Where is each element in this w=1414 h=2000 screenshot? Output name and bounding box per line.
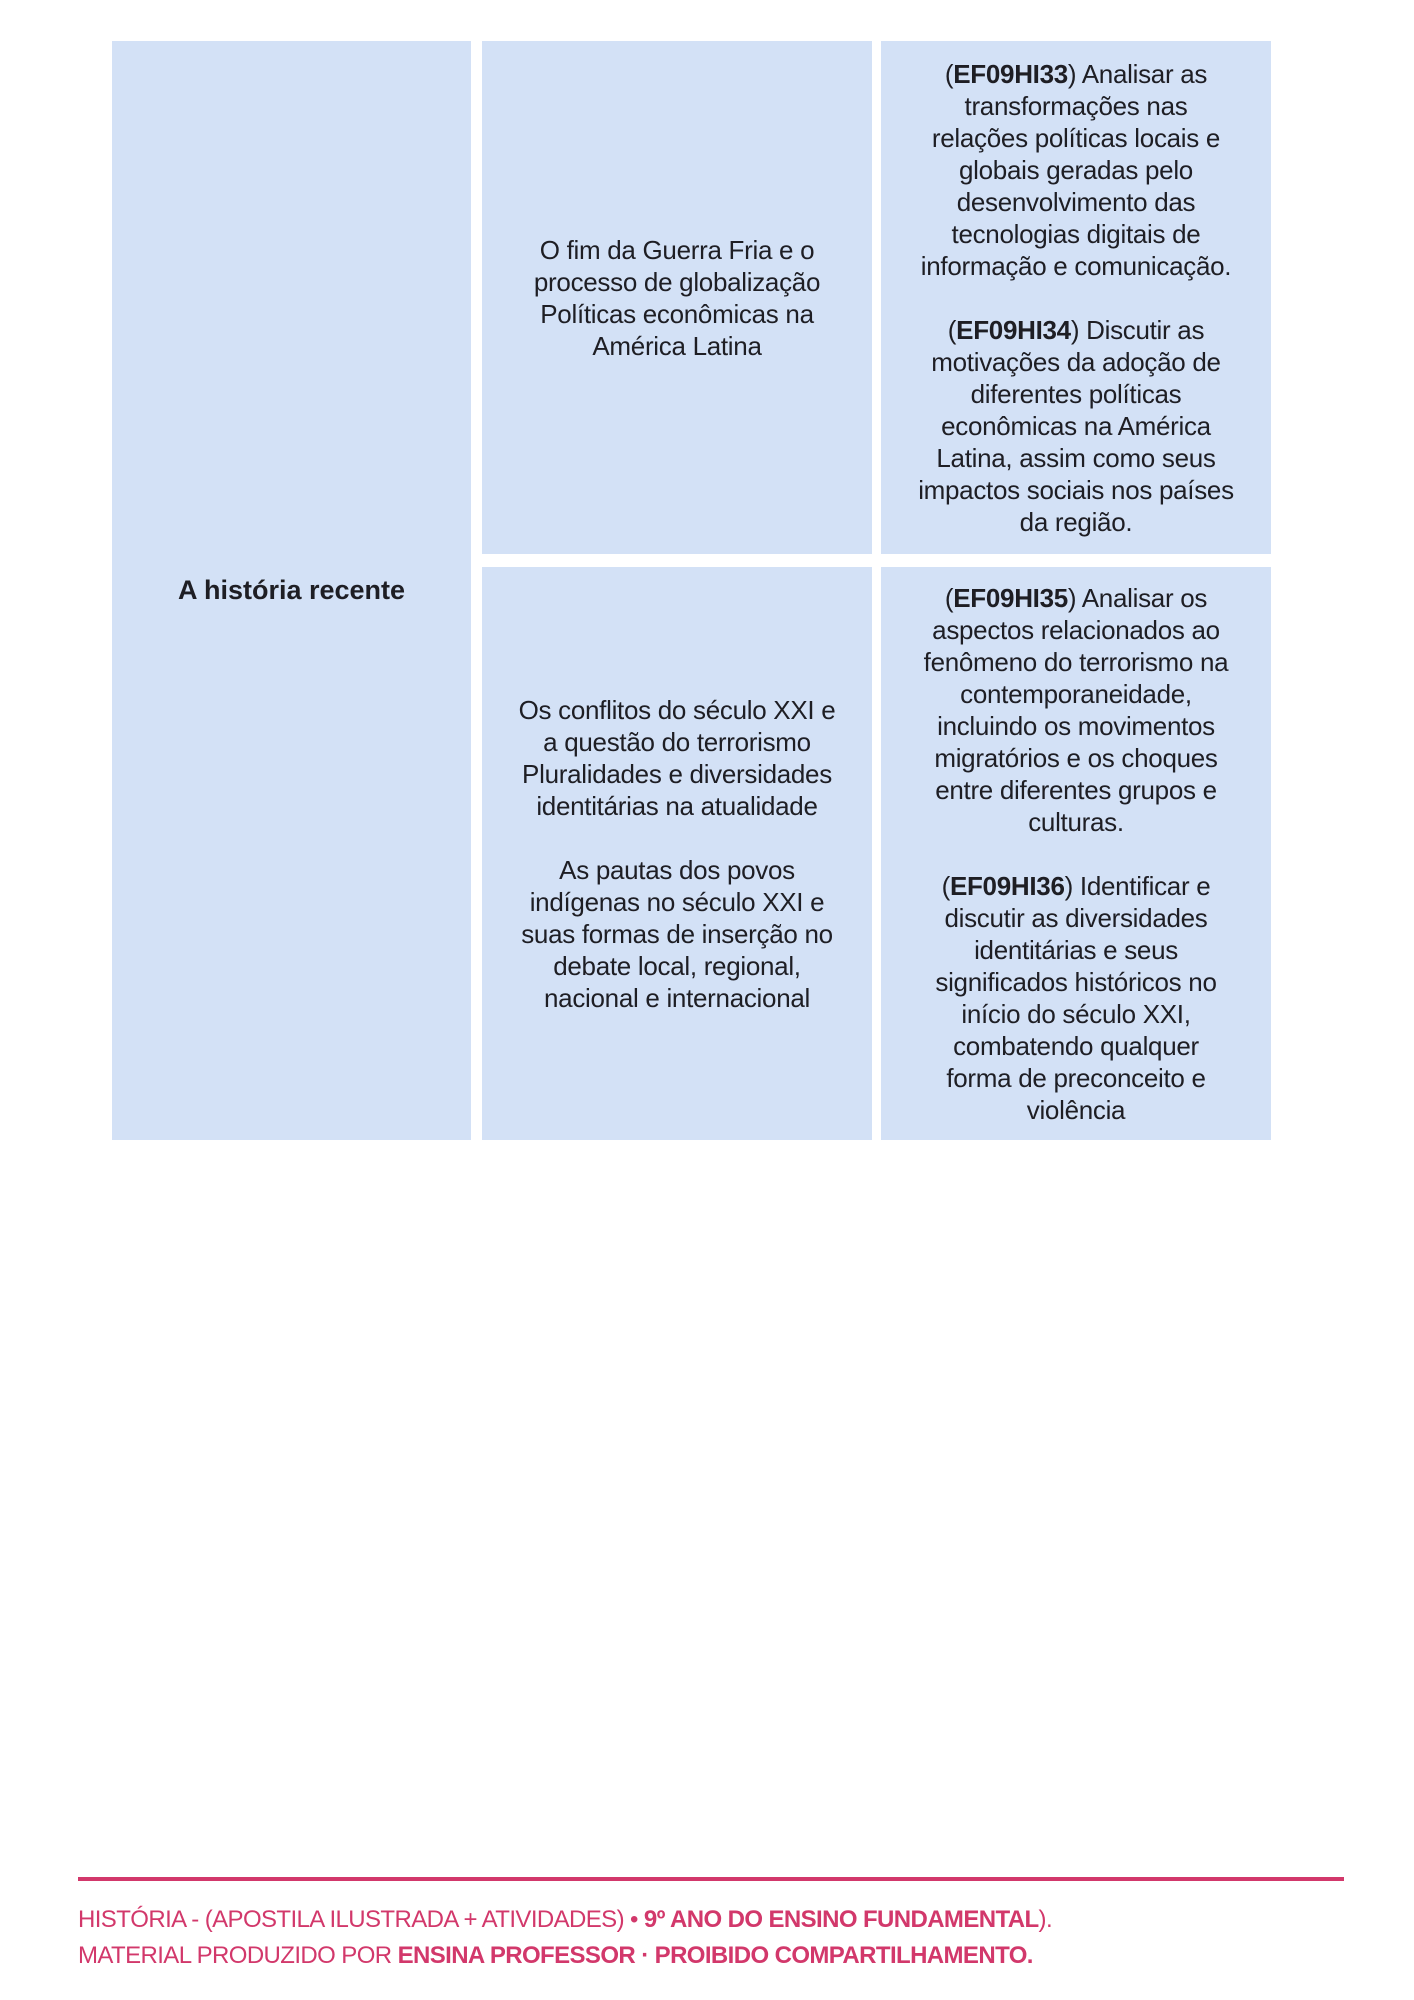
text-line: globais geradas pelo (959, 154, 1193, 185)
skill-paragraph (924, 582, 1229, 838)
footer-subject: HISTÓRIA - (APOSTILA ILUSTRADA + ATIVIDADES) • (78, 1906, 644, 1933)
text-line: (EF09HI36) Identificar e (941, 870, 1211, 901)
text-line: (EF09HI34) Discutir as (947, 314, 1205, 345)
skill-paragraph (918, 314, 1234, 538)
footer-grade: 9º ANO DO ENSINO FUNDAMENTAL (643, 1906, 1039, 1933)
footer-line-2 (78, 1942, 1033, 1970)
text-line: identitárias na atualidade (536, 790, 818, 821)
text-line: nacional e internacional (544, 982, 810, 1013)
text-line: suas formas de inserção no (521, 918, 833, 949)
text-line: debate local, regional, (553, 950, 801, 981)
theme-label: A história recente (177, 575, 406, 605)
skill-text: ) Identificar e (1064, 870, 1211, 901)
text-line: América Latina (592, 330, 762, 361)
skill-code: EF09HI35 (953, 582, 1068, 613)
text-line: indígenas no século XXI e (529, 886, 825, 917)
knowledge-objects-cell (482, 567, 872, 1140)
object-paragraph (521, 854, 833, 1014)
text-line: culturas. (1028, 806, 1124, 837)
footer-punct: ). (1038, 1906, 1053, 1933)
skill-code: EF09HI34 (956, 314, 1071, 345)
text-line: motivações da adoção de (931, 346, 1221, 377)
skills-cell (881, 567, 1271, 1140)
text-line: início do século XXI, (961, 998, 1191, 1029)
knowledge-objects-cell (482, 41, 872, 554)
text-line: a questão do terrorismo (543, 726, 811, 757)
text-line: econômicas na América (941, 410, 1211, 441)
theme-cell (112, 41, 471, 1140)
text-line: violência (1026, 1094, 1126, 1125)
text-line: significados históricos no (935, 966, 1217, 997)
skill-text: ) Analisar os (1067, 582, 1208, 613)
text-line: As pautas dos povos (559, 854, 795, 885)
skill-paragraph (921, 58, 1231, 282)
footer-divider (78, 1877, 1344, 1881)
text-line: migratórios e os choques (934, 742, 1218, 773)
text-line: impactos sociais nos países (918, 474, 1234, 505)
text-line: desenvolvimento das (956, 186, 1196, 217)
text-line: transformações nas (964, 90, 1188, 121)
text-line: da região. (1019, 506, 1133, 537)
skills-cell (881, 41, 1271, 554)
skill-text: ) Discutir as (1070, 314, 1205, 345)
skill-code: EF09HI36 (949, 870, 1065, 901)
text-line: identitárias e seus (974, 934, 1178, 965)
text-line: fenômeno do terrorismo na (923, 646, 1229, 677)
skill-paragraph (935, 870, 1216, 1126)
text-line: combatendo qualquer (953, 1030, 1199, 1061)
text-line: O fim da Guerra Fria e o (539, 234, 815, 265)
text-line: informação e comunicação. (920, 250, 1232, 281)
text-line: contemporaneidade, (960, 678, 1192, 709)
text-line: (EF09HI35) Analisar os (944, 582, 1208, 613)
text-line: aspectos relacionados ao (932, 614, 1220, 645)
text-line: entre diferentes grupos e (935, 774, 1217, 805)
text-line: tecnologias digitais de (951, 218, 1201, 249)
text-line: discutir as diversidades (944, 902, 1208, 933)
text-line: relações políticas locais e (931, 122, 1221, 153)
text-line: diferentes políticas (970, 378, 1182, 409)
footer-credit: MATERIAL PRODUZIDO POR (78, 1942, 398, 1969)
text-line: forma de preconceito e (946, 1062, 1206, 1093)
text-line: Pluralidades e diversidades (522, 758, 832, 789)
text-line: processo de globalização (533, 266, 821, 297)
text-line: Políticas econômicas na (540, 298, 814, 329)
footer-publisher: ENSINA PROFESSOR · PROIBIDO COMPARTILHAMENTO. (397, 1942, 1033, 1969)
object-paragraph (534, 234, 820, 362)
text-line: Latina, assim como seus (936, 442, 1216, 473)
footer-line-1 (78, 1906, 1052, 1934)
text-line: incluindo os movimentos (937, 710, 1215, 741)
skill-text: ) Analisar as (1067, 58, 1208, 89)
text-line: (EF09HI33) Analisar as (944, 58, 1208, 89)
text-line: Os conflitos do século XXI e (518, 694, 836, 725)
skill-code: EF09HI33 (953, 58, 1068, 89)
object-paragraph (519, 694, 836, 822)
